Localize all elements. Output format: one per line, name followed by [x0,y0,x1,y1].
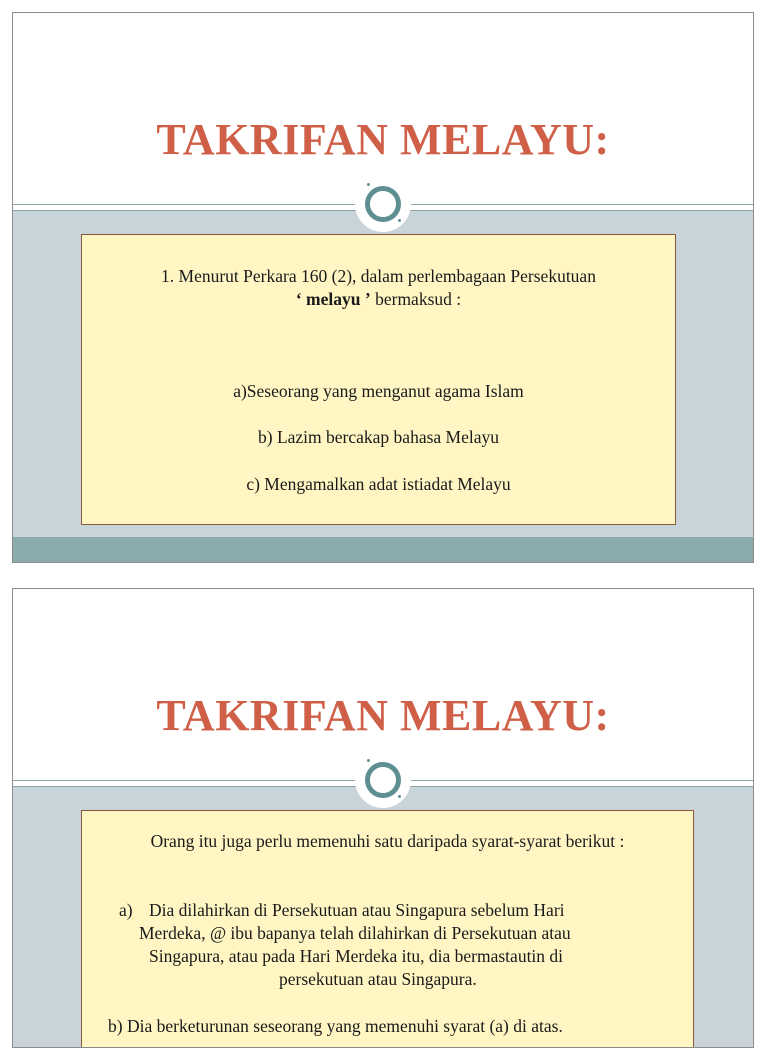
ornament-dot-icon [367,183,370,186]
list-item-a-line: Singapura, atau pada Hari Merdeka itu, dia bermastautin di [149,946,564,966]
circle-ornament-icon [365,762,401,798]
list-item-a-line: persekutuan atau Singapura. [279,969,477,989]
slide-title: TAKRIFAN MELAYU: [156,691,610,740]
ornament-dot-icon [398,795,401,798]
intro-text: Orang itu juga perlu memenuhi satu daripada syarat-syarat berikut : [150,831,625,851]
slide-1 [12,12,754,563]
list-item: c) Mengamalkan adat istiadat Melayu [246,474,511,494]
content-box [81,234,676,525]
slide-2 [12,588,754,1048]
list-item: a)Seseorang yang menganut agama Islam [233,381,524,401]
content-box [81,810,694,1048]
ornament-dot-icon [398,219,401,222]
list-item-a-line: Dia dilahirkan di Persekutuan atau Singapura sebelum Hari [149,900,565,920]
list-item-a-line: Merdeka, @ ibu bapanya telah dilahirkan di Persekutuan atau [139,923,571,943]
circle-ornament-icon [365,186,401,222]
footer-band [13,537,753,563]
melayu-term: ‘ melayu ’ [295,289,371,309]
intro-definition-rest: bermaksud : [370,289,462,309]
list-item: b) Lazim bercakap bahasa Melayu [258,427,499,447]
list-item-b: b) Dia berketurunan seseorang yang memenuhi syarat (a) di atas. [108,1016,563,1036]
ornament-dot-icon [367,759,370,762]
item-a-marker: a) [119,900,133,920]
intro-text: 1. Menurut Perkara 160 (2), dalam perlembagaan Persekutuan [161,266,596,286]
intro-definition [82,288,675,311]
slide-title: TAKRIFAN MELAYU: [156,115,610,164]
